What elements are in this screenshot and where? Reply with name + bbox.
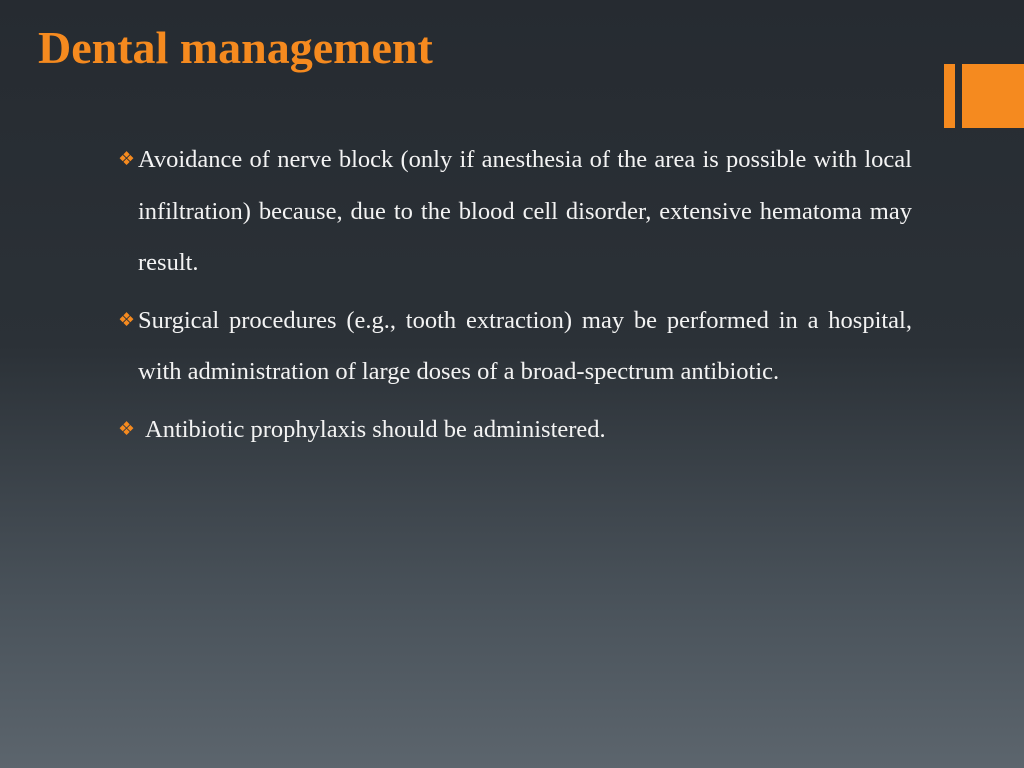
- slide-title: Dental management: [38, 22, 433, 73]
- bullet-item: [118, 404, 912, 456]
- diamond-bullet-icon: ❖: [118, 148, 136, 170]
- bullet-text: Avoidance of nerve block (only if anesthesia of the area is possible with local infiltration) because, due to the blood cell disorder, extensive hematoma may result.: [138, 146, 912, 276]
- bullet-text: Antibiotic prophylaxis should be administered.: [145, 415, 606, 443]
- accent-bar-thick: [962, 64, 1024, 128]
- bullet-text: Surgical procedures (e.g., tooth extraction) may be performed in a hospital, with administration of large doses of a broad-spectrum antibiotic.: [138, 306, 912, 385]
- accent-bar-thin: [944, 64, 955, 128]
- diamond-bullet-icon: ❖: [118, 308, 136, 331]
- bullet-list: [118, 134, 912, 461]
- diamond-bullet-icon: ❖: [118, 417, 136, 440]
- bullet-item: [118, 295, 912, 398]
- bullet-item: [118, 134, 912, 289]
